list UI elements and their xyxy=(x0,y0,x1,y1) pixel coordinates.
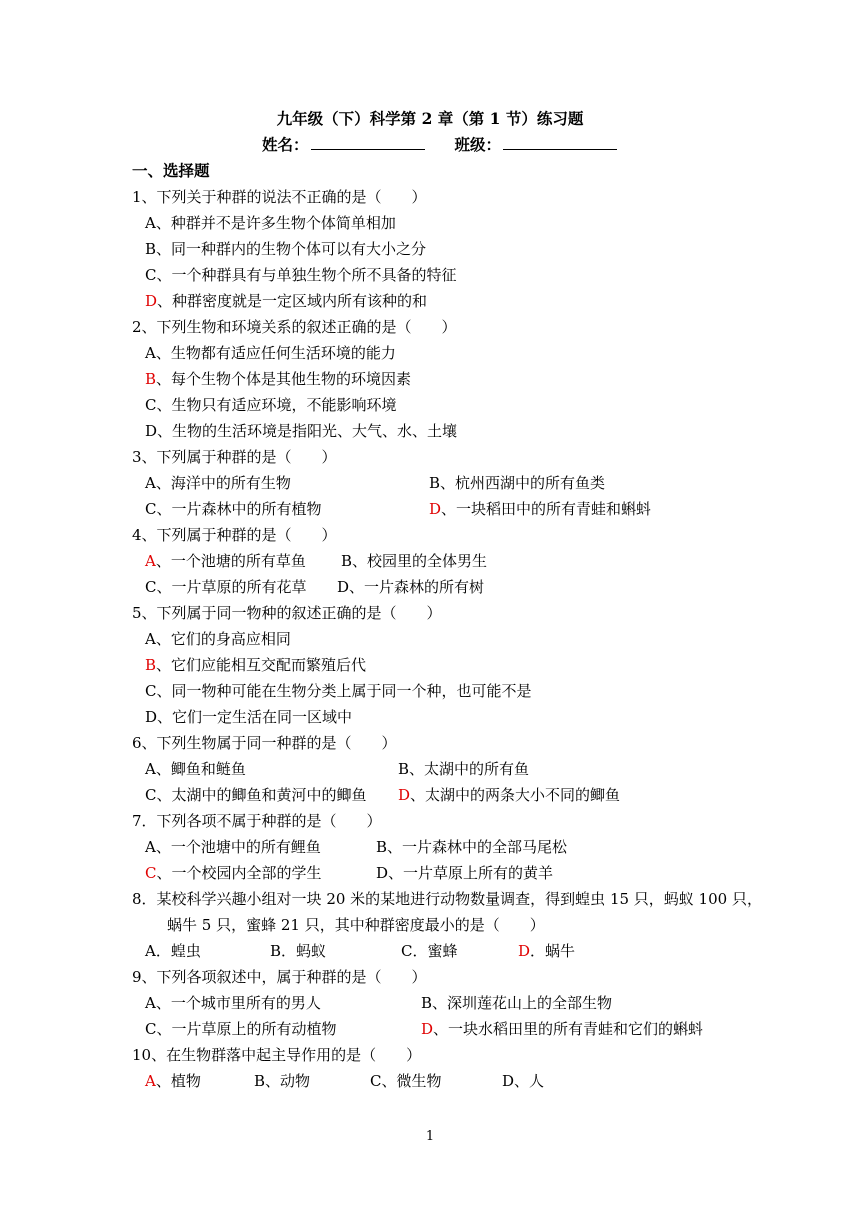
option xyxy=(145,551,341,571)
question-stem: 4、下列属于种群的是（ ） xyxy=(132,526,337,544)
option: B、校园里的全体男生 xyxy=(341,552,488,570)
answer-letter: A xyxy=(145,1072,156,1090)
option xyxy=(145,1071,254,1091)
question-stem: 6、下列生物属于同一种群的是（ ） xyxy=(132,734,397,752)
option: C、生物只有适应环境，不能影响环境 xyxy=(145,396,397,414)
question-stem: 2、下列生物和环境关系的叙述正确的是（ ） xyxy=(132,318,457,336)
option-row xyxy=(132,577,772,603)
option: A、鲫鱼和鲢鱼 xyxy=(145,760,246,778)
option: D、生物的生活环境是指阳光、大气、水、土壤 xyxy=(145,422,458,440)
option-text: 、一个池塘的所有草鱼 xyxy=(155,552,306,570)
name-blank[interactable] xyxy=(311,135,425,150)
option: B、动物 xyxy=(254,1072,311,1090)
option-text: 、一个校园内全部的学生 xyxy=(156,864,322,882)
option-row xyxy=(132,759,772,785)
question-stem: 5、下列属于同一物种的叙述正确的是（ ） xyxy=(132,604,442,622)
question-stem: 10、在生物群落中起主导作用的是（ ） xyxy=(132,1046,422,1064)
option-row xyxy=(132,785,772,811)
option-row xyxy=(132,1071,772,1097)
answer-letter: C xyxy=(145,864,157,882)
class-blank[interactable] xyxy=(503,135,617,150)
option: B、太湖中的所有鱼 xyxy=(398,760,530,778)
option: B、一片森林中的全部马尾松 xyxy=(376,838,568,856)
option xyxy=(421,1019,703,1039)
option-text: 、它们应能相互交配而繁殖后代 xyxy=(156,656,367,674)
option: C．蜜蜂 xyxy=(401,942,458,960)
question-stem: 8．某校科学兴趣小组对一块 20 米的某地进行动物数量调查，得到蝗虫 15 只，蚂蚁 100 只， xyxy=(132,890,762,908)
question-stem: 1、下列关于种群的说法不正确的是（ ） xyxy=(132,188,427,206)
name-class-line xyxy=(262,135,617,155)
option: A、一个城市里所有的男人 xyxy=(145,994,321,1012)
option: A、生物都有适应任何生活环境的能力 xyxy=(145,344,396,362)
answer-letter: A xyxy=(145,552,156,570)
page-title: 九年级（下）科学第 2 章（第 1 节）练习题 xyxy=(276,109,584,128)
option-row xyxy=(132,993,772,1019)
option-text: ．蜗牛 xyxy=(530,942,576,960)
option-row xyxy=(132,837,772,863)
option: C、一片草原上的所有动植物 xyxy=(145,1020,337,1038)
option xyxy=(145,863,376,883)
option-text: 、植物 xyxy=(155,1072,201,1090)
question-stem-continued: 蜗牛 5 只，蜜蜂 21 只，其中种群密度最小的是（ ） xyxy=(167,916,545,934)
option: B．蚂蚁 xyxy=(270,942,327,960)
answer-letter: D xyxy=(429,500,442,518)
class-label: 班级： xyxy=(454,135,502,154)
option-row xyxy=(132,1019,772,1045)
option: D、一片森林的所有树 xyxy=(337,578,485,596)
option-text: 、一块水稻田里的所有青蛙和它们的蝌蚪 xyxy=(433,1020,704,1038)
option: D、人 xyxy=(502,1072,545,1090)
option xyxy=(132,369,772,395)
option: D、一片草原上所有的黄羊 xyxy=(376,864,554,882)
option: A、种群并不是许多生物个体简单相加 xyxy=(145,214,396,232)
option-row xyxy=(132,473,772,499)
answer-letter: D xyxy=(145,292,158,310)
answer-letter: D xyxy=(421,1020,434,1038)
option-text: 、太湖中的两条大小不同的鲫鱼 xyxy=(410,786,621,804)
option: A、它们的身高应相同 xyxy=(145,630,291,648)
option: A．蝗虫 xyxy=(145,942,201,960)
option-row xyxy=(132,551,772,577)
option-row xyxy=(132,941,772,967)
page-number: 1 xyxy=(425,1129,435,1144)
option xyxy=(132,291,772,317)
option-text: 、种群密度就是一定区域内所有该种的和 xyxy=(157,292,428,310)
option: B、深圳莲花山上的全部生物 xyxy=(421,994,613,1012)
answer-letter: B xyxy=(145,656,157,674)
option: B、同一种群内的生物个体可以有大小之分 xyxy=(145,240,427,258)
option xyxy=(429,499,651,519)
option: C、微生物 xyxy=(370,1072,442,1090)
answer-letter: B xyxy=(145,370,157,388)
option: C、太湖中的鲫鱼和黄河中的鲫鱼 xyxy=(145,786,367,804)
option: C、一个种群具有与单独生物个所不具备的特征 xyxy=(145,266,457,284)
name-label: 姓名： xyxy=(262,135,309,154)
option: B、杭州西湖中的所有鱼类 xyxy=(429,474,606,492)
question-stem: 3、下列属于种群的是（ ） xyxy=(132,448,337,466)
option: D、它们一定生活在同一区域中 xyxy=(145,708,353,726)
section-heading: 一、选择题 xyxy=(132,161,210,180)
option xyxy=(398,785,620,805)
option-row xyxy=(132,499,772,525)
option: C、一片森林中的所有植物 xyxy=(145,500,322,518)
answer-letter: D xyxy=(398,786,411,804)
answer-letter: D xyxy=(518,942,531,960)
option xyxy=(132,655,772,681)
option-row xyxy=(132,863,772,889)
question-list xyxy=(132,187,772,1097)
option: A、一个池塘中的所有鲤鱼 xyxy=(145,838,321,856)
option: C、一片草原的所有花草 xyxy=(145,578,307,596)
option-text: 、每个生物个体是其他生物的环境因素 xyxy=(156,370,412,388)
option xyxy=(518,941,575,961)
option: C、同一物种可能在生物分类上属于同一个种，也可能不是 xyxy=(145,682,532,700)
option-text: 、一块稻田中的所有青蛙和蝌蚪 xyxy=(441,500,652,518)
question-stem: 9、下列各项叙述中，属于种群的是（ ） xyxy=(132,968,427,986)
question-stem: 7．下列各项不属于种群的是（ ） xyxy=(132,812,382,830)
option: A、海洋中的所有生物 xyxy=(145,474,291,492)
